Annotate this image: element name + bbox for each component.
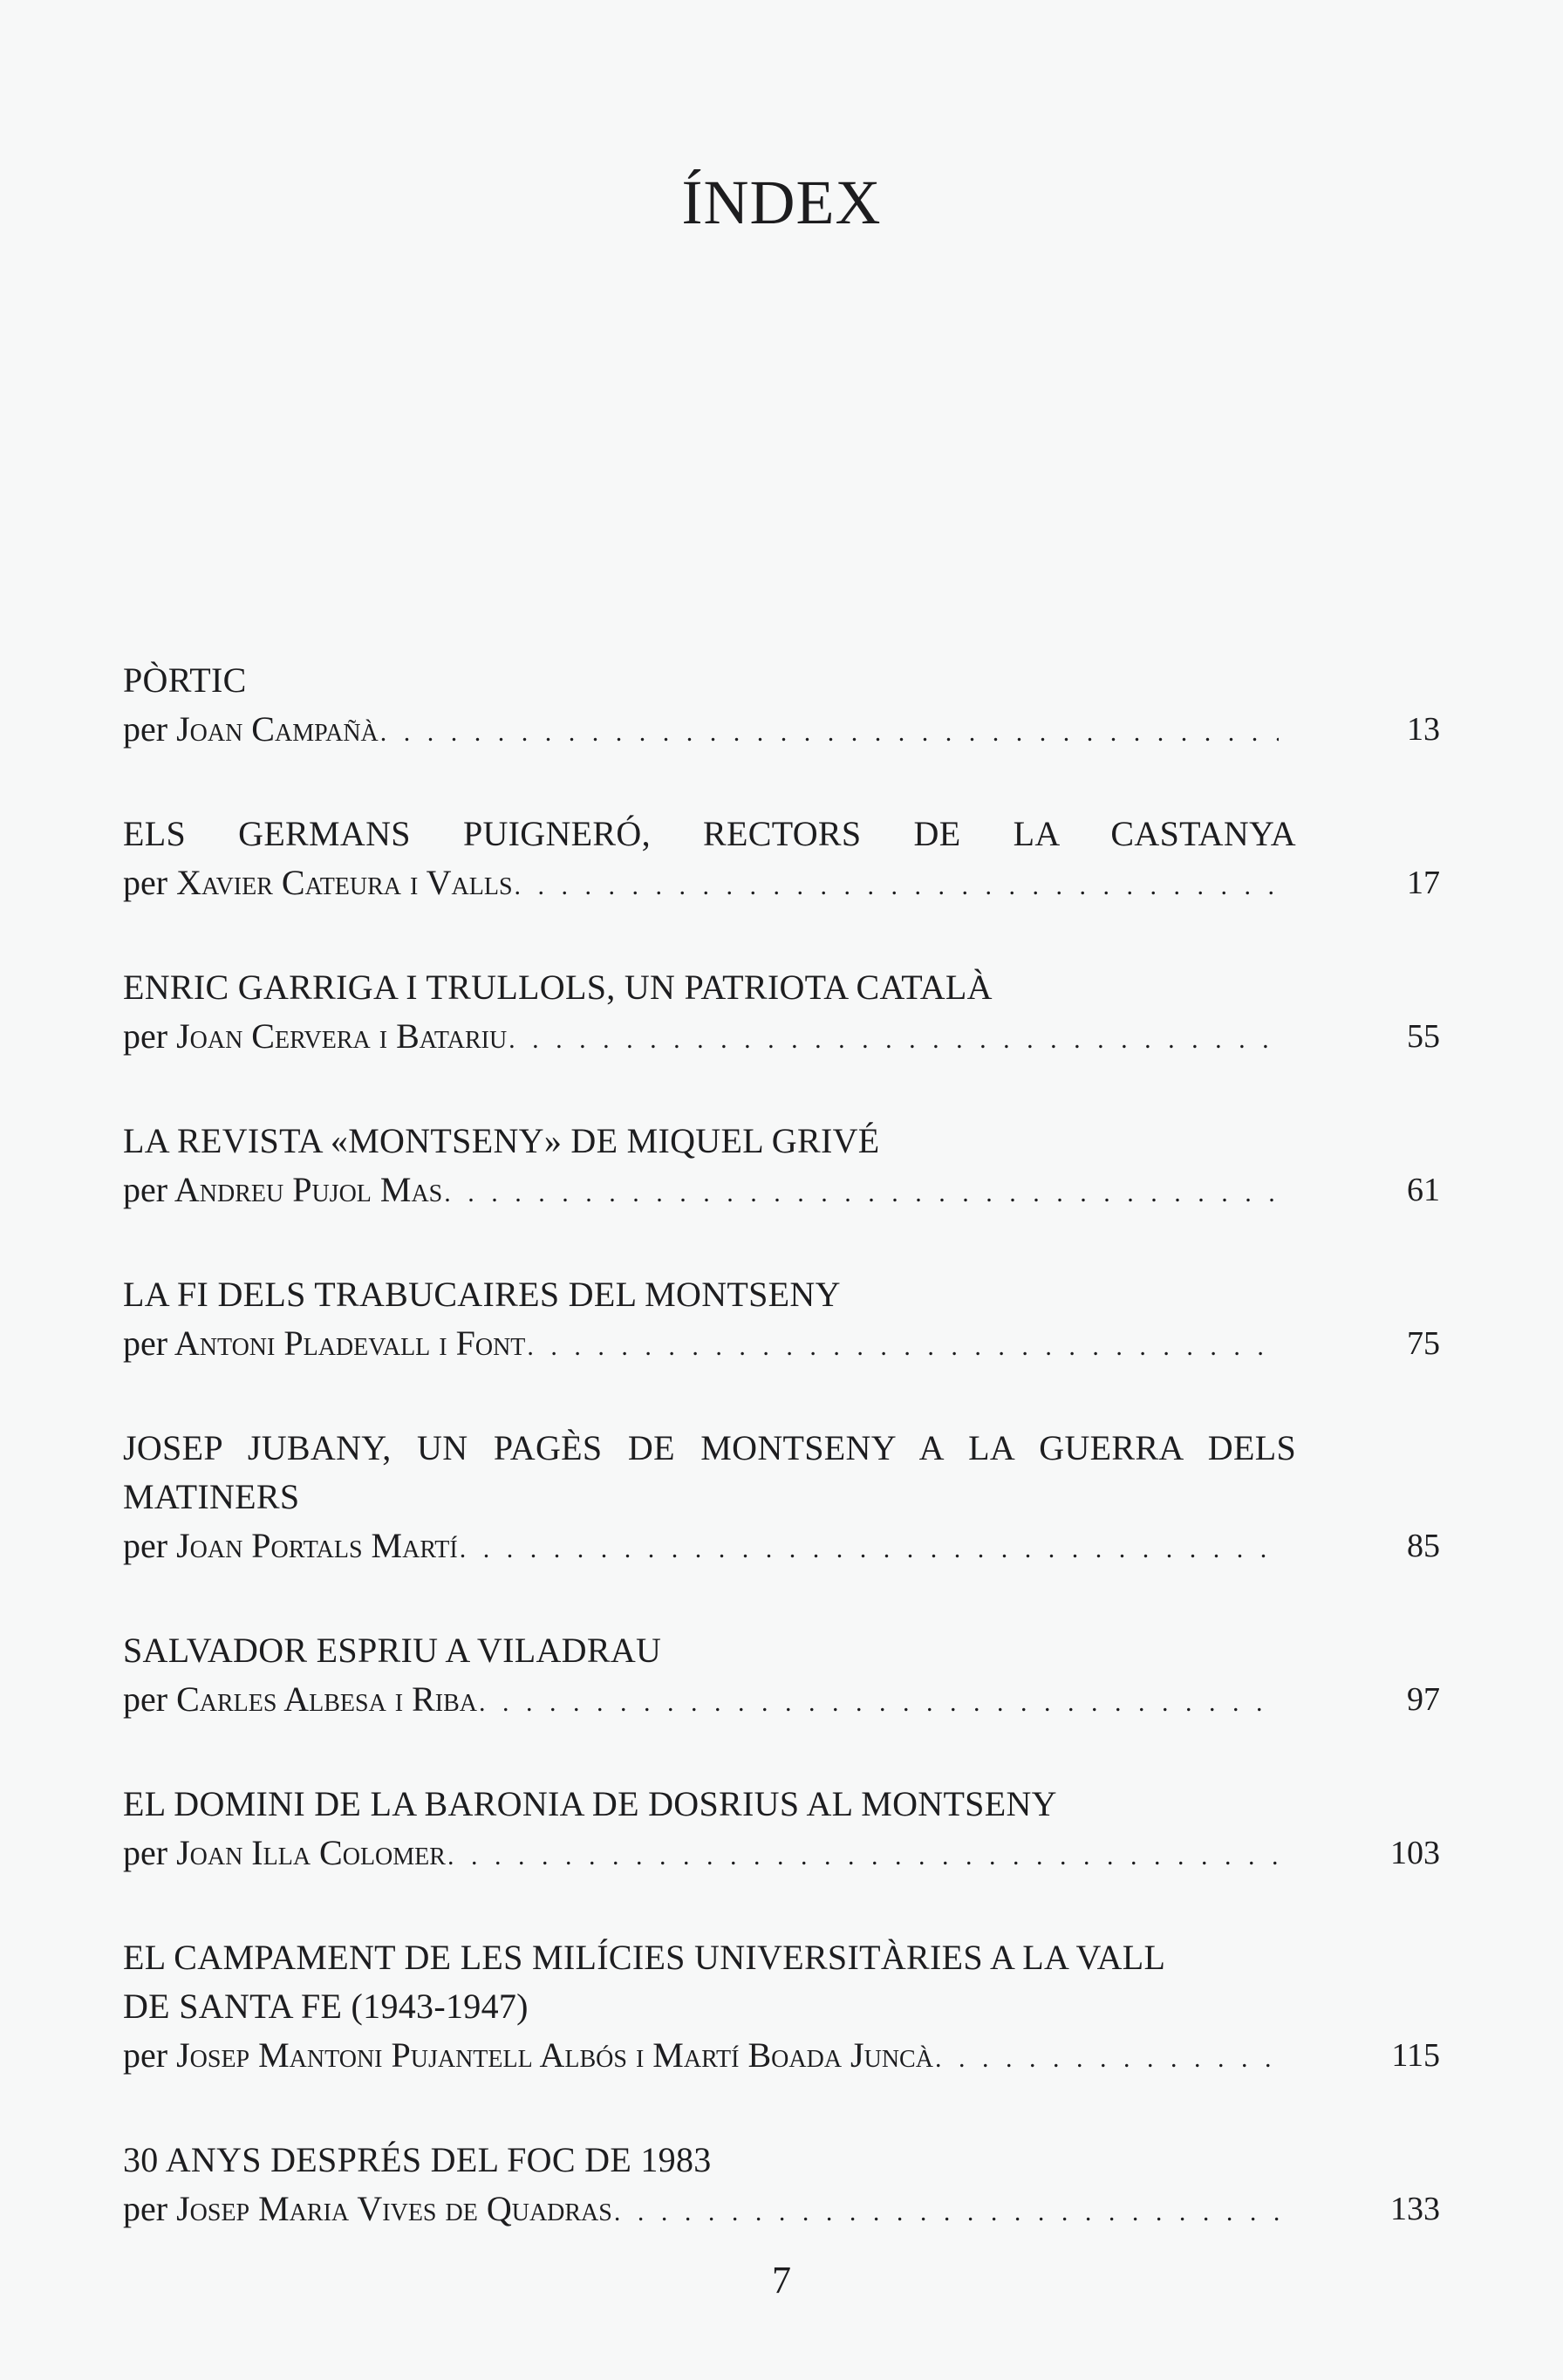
page-title: ÍNDEX [681,168,882,237]
entry-title [123,810,1296,858]
entry-title-line: 30 ANYS DESPRÉS DEL FOC DE 1983 [123,2140,712,2179]
entry-title [123,1626,1296,1675]
author-name: Josep Mantoni Pujantell Albós i Martí Boada Juncà [176,2035,933,2075]
entry-author-line [123,1012,1440,1064]
entry-author [123,1319,525,1368]
entry-title-line: LA REVISTA «MONTSENY» DE MIQUEL GRIVÉ [123,1121,880,1160]
author-name: Joan Campañà [176,709,379,749]
author-name: Andreu Pujol Mas [174,1170,443,1209]
dot-leader [444,1169,1279,1218]
toc-entry [123,1626,1440,1727]
entry-title-line: ELS GERMANS PUIGNERÓ, RECTORS DE LA CASTANYA [123,814,1296,853]
toc-entry [123,1424,1440,1574]
entry-title-line: SALVADOR ESPRIU A VILADRAU [123,1631,662,1670]
dot-leader [508,1016,1279,1064]
entry-page-number: 61 [1407,1172,1440,1208]
entry-title [123,2136,1296,2185]
entry-page-number: 17 [1407,865,1440,901]
author-name: Carles Albesa i Riba [176,1679,478,1719]
toc-entry [123,656,1440,757]
entry-title-line: MATINERS [123,1477,300,1516]
entry-title [123,1424,1296,1522]
entry-author [123,705,379,754]
author-name: Joan Cervera i Batariu [176,1016,508,1056]
entry-page-number: 13 [1407,711,1440,748]
entry-author-line [123,1166,1440,1218]
per-label: per [123,863,168,902]
entry-title [123,1117,1296,1166]
entry-author-line [123,1522,1440,1574]
per-label: per [123,2035,168,2075]
entry-author [123,2185,612,2233]
entry-page-number: 55 [1407,1018,1440,1055]
entry-author-line [123,2185,1440,2237]
entry-title-line: EL DOMINI DE LA BARONIA DE DOSRIUS AL MONTSENY [123,1784,1057,1823]
toc-entry [123,1270,1440,1371]
per-label: per [123,1526,168,1565]
author-name: Joan Illa Colomer [176,1833,446,1872]
entry-title [123,1270,1296,1319]
dot-leader [479,1679,1279,1727]
per-label: per [123,709,168,749]
entry-page-number: 103 [1390,1835,1440,1871]
entry-title [123,1780,1296,1829]
entry-author [123,1675,477,1724]
entry-author [123,1829,446,1877]
entry-page-number: 75 [1407,1325,1440,1362]
dot-leader [460,1525,1279,1574]
dot-leader [614,2188,1279,2237]
dot-leader [515,862,1279,911]
entry-author-line [123,1829,1440,1881]
entry-page-number: 133 [1390,2191,1440,2227]
per-label: per [123,1679,168,1719]
entry-title-line: LA FI DELS TRABUCAIRES DEL MONTSENY [123,1275,841,1314]
entry-title [123,656,1296,705]
toc-entry [123,2136,1440,2237]
toc-entry [123,810,1440,911]
entry-title-line: ENRIC GARRIGA I TRULLOLS, UN PATRIOTA CATALÀ [123,968,993,1007]
entry-author-line [123,858,1440,911]
dot-leader [935,2035,1279,2083]
entry-page-number: 115 [1391,2037,1440,2074]
toc-entry [123,1933,1440,2083]
entry-author [123,1522,458,1570]
author-name: Joan Portals Martí [176,1526,458,1565]
entry-title-line: PÒRTIC [123,660,247,700]
per-label: per [123,1833,168,1872]
toc-entry [123,1780,1440,1881]
table-of-contents [123,656,1440,2289]
entry-title [123,1933,1296,2031]
entry-page-number: 85 [1407,1528,1440,1564]
entry-title-line: EL CAMPAMENT DE LES MILÍCIES UNIVERSITÀRIES A LA VALL [123,1938,1166,1977]
author-name: Josep Maria Vives de Quadras [176,2189,612,2228]
author-name: Xavier Cateura i Valls [176,863,513,902]
toc-entry [123,1117,1440,1218]
entry-author [123,858,513,907]
entry-author-line [123,705,1440,757]
per-label: per [123,1323,168,1363]
entry-author-line [123,1675,1440,1727]
entry-author [123,1166,442,1214]
page-number: 7 [772,2259,791,2301]
entry-author [123,1012,507,1061]
author-name: Antoni Pladevall i Font [174,1323,526,1363]
entry-title-line: JOSEP JUBANY, UN PAGÈS DE MONTSENY A LA GUERRA DELS [123,1428,1296,1467]
toc-entry [123,963,1440,1064]
entry-author [123,2031,933,2080]
per-label: per [123,1170,168,1209]
entry-page-number: 97 [1407,1681,1440,1718]
dot-leader [380,708,1279,757]
entry-author-line [123,1319,1440,1371]
per-label: per [123,1016,168,1056]
entry-author-line [123,2031,1440,2083]
entry-title-line: DE SANTA FE (1943-1947) [123,1987,529,2026]
dot-leader [527,1323,1279,1371]
dot-leader [447,1832,1279,1881]
entry-title [123,963,1296,1012]
per-label: per [123,2189,168,2228]
